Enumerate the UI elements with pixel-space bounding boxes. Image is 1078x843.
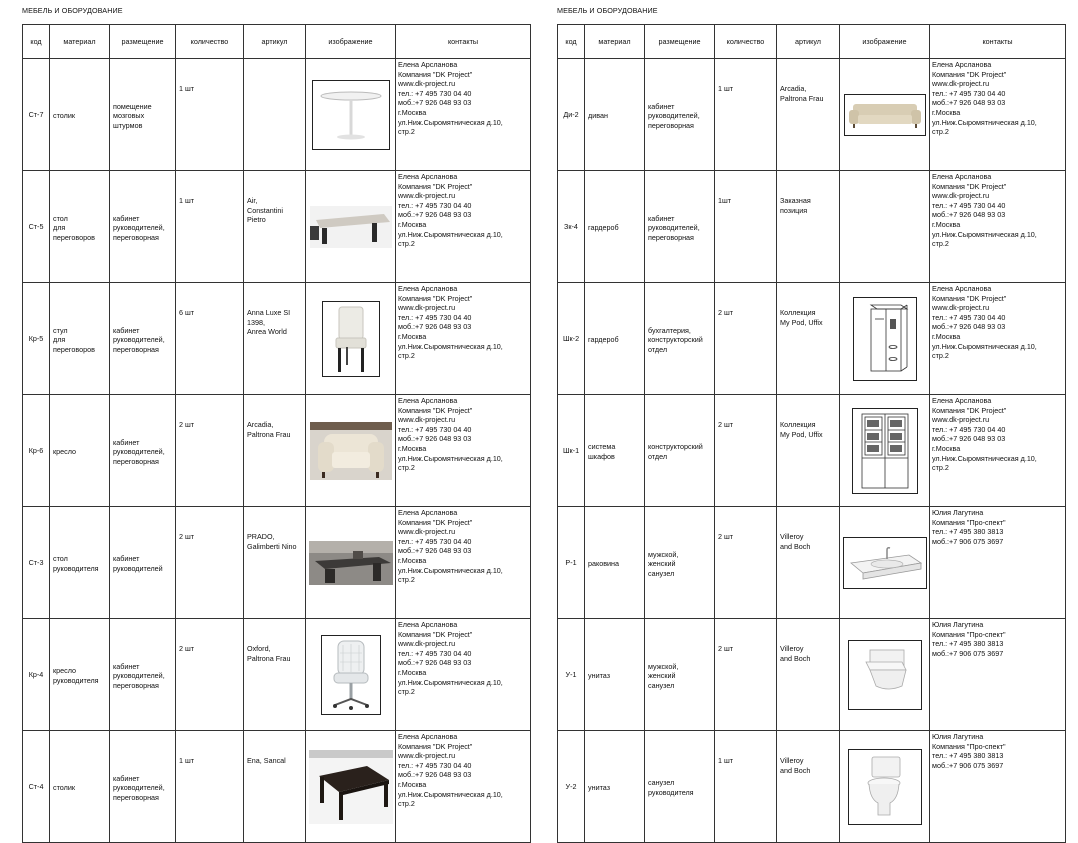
table-header-row (558, 25, 1066, 59)
contacts-cell (930, 283, 1066, 395)
article-cell-text: Коллекция My Pod, Uffix (780, 308, 823, 327)
quantity-cell (715, 619, 777, 731)
catalog-page-right (557, 0, 1067, 797)
image-cell (840, 59, 930, 171)
table-row (558, 171, 1066, 283)
material-cell-text: кресло (53, 447, 77, 457)
code-cell-text: Ст-4 (28, 781, 44, 791)
quantity-cell-text: 1шт (718, 196, 732, 205)
contacts-cell (396, 507, 531, 619)
placement-cell (645, 283, 715, 395)
material-cell-text: стол для переговоров (53, 213, 95, 242)
code-cell (23, 283, 50, 395)
placement-cell-text: кабинет руководителей, переговорная (113, 213, 165, 242)
article-cell-text (244, 81, 305, 84)
material-cell-text: раковина (588, 559, 620, 569)
article-cell (777, 59, 840, 171)
code-cell-text: У-2 (565, 781, 577, 791)
code-cell-text: Ди-2 (563, 109, 579, 119)
page-heading: МЕБЕЛЬ И ОБОРУДОВАНИЕ (557, 6, 658, 15)
placement-cell (110, 171, 176, 283)
quantity-cell-text: 1 шт (179, 196, 195, 205)
table-row (558, 619, 1066, 731)
placement-cell (110, 283, 176, 395)
table-row (23, 395, 531, 507)
col-header-material: материал (585, 25, 645, 59)
contacts-cell (396, 731, 531, 843)
table-row (558, 283, 1066, 395)
image-cell (306, 283, 396, 395)
col-header-quantity: количество (715, 25, 777, 59)
quantity-cell-text: 1 шт (179, 756, 195, 765)
quantity-cell (176, 283, 244, 395)
contacts-cell (930, 507, 1066, 619)
contact-text: Елена Арсланова Компания "DK Project" www.dk-project.ru тел.: +7 495 730 04 40 моб.:+7 926 048 93 03 г.Москва ул.Ниж.Сыромятническая д.10, стр.2 (932, 172, 1037, 249)
placement-cell-text: кабинет руководителей, переговорная (113, 325, 165, 354)
code-cell (558, 395, 585, 507)
material-cell (585, 283, 645, 395)
article-cell-text: Arcadia, Paltrona Frau (247, 420, 291, 439)
code-cell-text: Ст-7 (28, 109, 44, 119)
image-cell (306, 171, 396, 283)
contacts-cell (930, 731, 1066, 843)
round-side-table-image (306, 80, 395, 150)
quantity-cell-text: 2 шт (718, 532, 734, 541)
catalog-page-left (22, 0, 532, 809)
material-cell (50, 283, 110, 395)
code-cell-text: Зк-4 (564, 221, 578, 231)
contacts-cell (396, 619, 531, 731)
article-cell-text: Villeroy and Boch (780, 644, 811, 663)
article-cell (777, 619, 840, 731)
washbasin-image (840, 537, 929, 589)
quantity-cell (715, 507, 777, 619)
image-cell (306, 619, 396, 731)
code-cell (558, 171, 585, 283)
table-row (23, 171, 531, 283)
image-cell (306, 59, 396, 171)
image-cell (840, 507, 930, 619)
article-cell-text: PRADO, Galimberti Nino (247, 532, 297, 551)
col-header-article: артикул (244, 25, 306, 59)
material-cell-text: гардероб (588, 335, 619, 345)
material-cell-text: стол руководителя (53, 554, 99, 573)
image-cell (840, 171, 930, 283)
contacts-cell (930, 59, 1066, 171)
article-cell (777, 507, 840, 619)
contacts-cell (930, 171, 1066, 283)
material-cell-text: кресло руководителя (53, 666, 99, 685)
placement-cell-text: санузел руководителя (648, 778, 694, 797)
article-cell (244, 171, 306, 283)
contact-text: Елена Арсланова Компания "DK Project" www.dk-project.ru тел.: +7 495 730 04 40 моб.:+7 926 048 93 03 г.Москва ул.Ниж.Сыромятническая д.10, стр.2 (398, 60, 503, 137)
contact-text: Елена Арсланова Компания "DK Project" www.dk-project.ru тел.: +7 495 730 04 40 моб.:+7 926 048 93 03 г.Москва ул.Ниж.Сыромятническая д.10, стр.2 (398, 508, 503, 585)
article-cell-text: Anna Luxe SI 1398, Anrea World (247, 308, 291, 337)
office-chair-image (306, 635, 395, 715)
image-cell (306, 395, 396, 507)
placement-cell-text: кабинет руководителей, переговорная (648, 213, 700, 242)
article-cell (244, 507, 306, 619)
article-cell (244, 731, 306, 843)
image-cell (840, 395, 930, 507)
article-cell (244, 59, 306, 171)
quantity-cell-text: 1 шт (718, 756, 734, 765)
article-cell-text: Oxford, Paltrona Frau (247, 644, 291, 663)
contacts-cell (930, 619, 1066, 731)
quantity-cell (715, 59, 777, 171)
code-cell (558, 59, 585, 171)
quantity-cell-text: 2 шт (718, 308, 734, 317)
placement-cell (645, 619, 715, 731)
quantity-cell (176, 59, 244, 171)
material-cell (50, 619, 110, 731)
code-cell (23, 59, 50, 171)
quantity-cell (715, 731, 777, 843)
material-cell (585, 731, 645, 843)
code-cell (23, 507, 50, 619)
quantity-cell-text: 2 шт (718, 644, 734, 653)
white-chair-image (306, 301, 395, 377)
code-cell-text: Шк-2 (562, 333, 580, 343)
placement-cell-text: кабинет руководителей (113, 554, 163, 573)
code-cell (558, 619, 585, 731)
quantity-cell (715, 171, 777, 283)
contacts-cell (930, 395, 1066, 507)
material-cell (585, 619, 645, 731)
placement-cell (645, 395, 715, 507)
placement-cell (110, 395, 176, 507)
code-cell (558, 507, 585, 619)
contact-text: Юлия Лагутина Компания "Про-спект" тел.: +7 495 380 3813 моб.:+7 906 075 3697 (932, 508, 1006, 546)
article-cell-text: Villeroy and Boch (780, 532, 811, 551)
image-cell (306, 731, 396, 843)
col-header-placement: размещение (645, 25, 715, 59)
placement-cell-text: кабинет руководителей, переговорная (113, 773, 165, 802)
quantity-cell (715, 283, 777, 395)
code-cell (23, 619, 50, 731)
article-cell (244, 395, 306, 507)
table-row (558, 395, 1066, 507)
contact-text: Елена Арсланова Компания "DK Project" www.dk-project.ru тел.: +7 495 730 04 40 моб.:+7 926 048 93 03 г.Москва ул.Ниж.Сыромятническая д.10, стр.2 (398, 396, 503, 473)
armchair-image (306, 422, 395, 480)
meeting-table-image (306, 206, 395, 248)
material-cell (50, 507, 110, 619)
contact-text: Юлия Лагутина Компания "Про-спект" тел.: +7 495 380 3813 моб.:+7 906 075 3697 (932, 620, 1006, 658)
article-cell (777, 283, 840, 395)
contact-text: Елена Арсланова Компания "DK Project" www.dk-project.ru тел.: +7 495 730 04 40 моб.:+7 926 048 93 03 г.Москва ул.Ниж.Сыромятническая д.10, стр.2 (932, 60, 1037, 137)
placement-cell (645, 171, 715, 283)
col-header-image: изображение (840, 25, 930, 59)
quantity-cell (715, 395, 777, 507)
code-cell-text: Кр-6 (28, 445, 44, 455)
image-cell (840, 731, 930, 843)
placement-cell-text: мужской, женский санузел (648, 661, 679, 690)
image-cell (840, 619, 930, 731)
executive-desk-image (306, 541, 395, 585)
article-cell (777, 731, 840, 843)
coffee-table-image (306, 750, 395, 824)
contacts-cell (396, 395, 531, 507)
placement-cell (110, 59, 176, 171)
code-cell (23, 171, 50, 283)
placement-cell (645, 731, 715, 843)
material-cell-text: столик (53, 783, 75, 793)
quantity-cell (176, 171, 244, 283)
placement-cell (645, 507, 715, 619)
code-cell-text: Кр-5 (28, 333, 44, 343)
image-cell (306, 507, 396, 619)
placement-cell-text: помещение мозговых штурмов (113, 101, 152, 130)
material-cell-text: унитаз (588, 783, 611, 793)
table-row (23, 619, 531, 731)
contact-text: Елена Арсланова Компания "DK Project" www.dk-project.ru тел.: +7 495 730 04 40 моб.:+7 926 048 93 03 г.Москва ул.Ниж.Сыромятническая д.10, стр.2 (932, 284, 1037, 361)
contact-text: Елена Арсланова Компания "DK Project" www.dk-project.ru тел.: +7 495 730 04 40 моб.:+7 926 048 93 03 г.Москва ул.Ниж.Сыромятническая д.10, стр.2 (398, 172, 503, 249)
article-cell-text: Villeroy and Boch (780, 756, 811, 775)
wall-toilet-image (840, 640, 929, 710)
material-cell (585, 395, 645, 507)
table-row (558, 731, 1066, 843)
sofa-image (840, 94, 929, 136)
contact-text: Елена Арсланова Компания "DK Project" www.dk-project.ru тел.: +7 495 730 04 40 моб.:+7 926 048 93 03 г.Москва ул.Ниж.Сыромятническая д.10, стр.2 (398, 284, 503, 361)
material-cell (50, 59, 110, 171)
code-cell (23, 395, 50, 507)
code-cell-text: У-1 (565, 669, 577, 679)
quantity-cell-text: 2 шт (179, 420, 195, 429)
placement-cell (110, 507, 176, 619)
table-header-row (23, 25, 531, 59)
code-cell-text: Ст-5 (28, 221, 44, 231)
code-cell (558, 731, 585, 843)
cabinet-drawing-image (840, 408, 929, 494)
col-header-quantity: количество (176, 25, 244, 59)
contacts-cell (396, 59, 531, 171)
placement-cell-text: кабинет руководителей, переговорная (113, 437, 165, 466)
quantity-cell (176, 731, 244, 843)
material-cell-text: стул для переговоров (53, 325, 95, 354)
code-cell-text: Р-1 (565, 557, 577, 567)
table-row (23, 731, 531, 843)
placement-cell-text: кабинет руководителей, переговорная (113, 661, 165, 690)
placement-cell-text: мужской, женский санузел (648, 549, 679, 578)
image-cell (840, 283, 930, 395)
material-cell-text: столик (53, 111, 75, 121)
article-cell (244, 619, 306, 731)
material-cell (50, 395, 110, 507)
col-header-contacts: контакты (930, 25, 1066, 59)
article-cell-text: Air, Constantini Pietro (247, 196, 283, 225)
table-row (23, 507, 531, 619)
quantity-cell (176, 395, 244, 507)
code-cell (558, 283, 585, 395)
quantity-cell-text: 1 шт (718, 84, 734, 93)
page-heading: МЕБЕЛЬ И ОБОРУДОВАНИЕ (22, 6, 123, 15)
article-cell-text: Коллекция My Pod, Uffix (780, 420, 823, 439)
contact-text: Юлия Лагутина Компания "Про-спект" тел.: +7 495 380 3813 моб.:+7 906 075 3697 (932, 732, 1006, 770)
code-cell (23, 731, 50, 843)
col-header-contacts: контакты (396, 25, 531, 59)
furniture-table (557, 24, 1066, 843)
placement-cell-text: кабинет руководителей, переговорная (648, 101, 700, 130)
wardrobe-drawing-image (840, 297, 929, 381)
material-cell (50, 171, 110, 283)
article-cell-text: Ena, Sancal (247, 756, 286, 765)
quantity-cell (176, 507, 244, 619)
col-header-article: артикул (777, 25, 840, 59)
contact-text: Елена Арсланова Компания "DK Project" www.dk-project.ru тел.: +7 495 730 04 40 моб.:+7 926 048 93 03 г.Москва ул.Ниж.Сыромятническая д.10, стр.2 (398, 620, 503, 697)
quantity-cell (176, 619, 244, 731)
material-cell-text: гардероб (588, 223, 619, 233)
material-cell (50, 731, 110, 843)
contact-text: Елена Арсланова Компания "DK Project" www.dk-project.ru тел.: +7 495 730 04 40 моб.:+7 926 048 93 03 г.Москва ул.Ниж.Сыромятническая д.10, стр.2 (932, 396, 1037, 473)
article-cell (244, 283, 306, 395)
placement-cell (645, 59, 715, 171)
material-cell-text: диван (588, 111, 608, 121)
quantity-cell-text: 2 шт (179, 532, 195, 541)
material-cell (585, 59, 645, 171)
table-body (23, 59, 531, 843)
col-header-image: изображение (306, 25, 396, 59)
table-row (558, 59, 1066, 171)
placement-cell (110, 731, 176, 843)
table-row (23, 59, 531, 171)
code-cell-text: Кр-4 (28, 669, 44, 679)
table-body (558, 59, 1066, 843)
quantity-cell-text: 2 шт (718, 420, 734, 429)
col-header-code: код (558, 25, 585, 59)
quantity-cell-text: 6 шт (179, 308, 195, 317)
placement-cell-text: бухгалтерия, конструкторский отдел (648, 325, 703, 354)
placement-cell-text: конструкторский отдел (648, 442, 703, 461)
material-cell (585, 507, 645, 619)
contact-text: Елена Арсланова Компания "DK Project" www.dk-project.ru тел.: +7 495 730 04 40 моб.:+7 926 048 93 03 г.Москва ул.Ниж.Сыромятническая д.10, стр.2 (398, 732, 503, 809)
floor-toilet-image (840, 749, 929, 825)
placement-cell (110, 619, 176, 731)
col-header-code: код (23, 25, 50, 59)
quantity-cell-text: 2 шт (179, 644, 195, 653)
material-cell-text: унитаз (588, 671, 611, 681)
article-cell (777, 171, 840, 283)
article-cell (777, 395, 840, 507)
article-cell-text: Arcadia, Paltrona Frau (780, 84, 824, 103)
table-row (558, 507, 1066, 619)
furniture-table (22, 24, 531, 843)
col-header-material: материал (50, 25, 110, 59)
article-cell-text: Заказная позиция (780, 196, 811, 215)
code-cell-text: Ст-3 (28, 557, 44, 567)
material-cell (585, 171, 645, 283)
code-cell-text: Шк-1 (562, 445, 580, 455)
col-header-placement: размещение (110, 25, 176, 59)
material-cell-text: система шкафов (588, 442, 616, 461)
quantity-cell-text: 1 шт (179, 84, 195, 93)
contacts-cell (396, 171, 531, 283)
table-row (23, 283, 531, 395)
contacts-cell (396, 283, 531, 395)
